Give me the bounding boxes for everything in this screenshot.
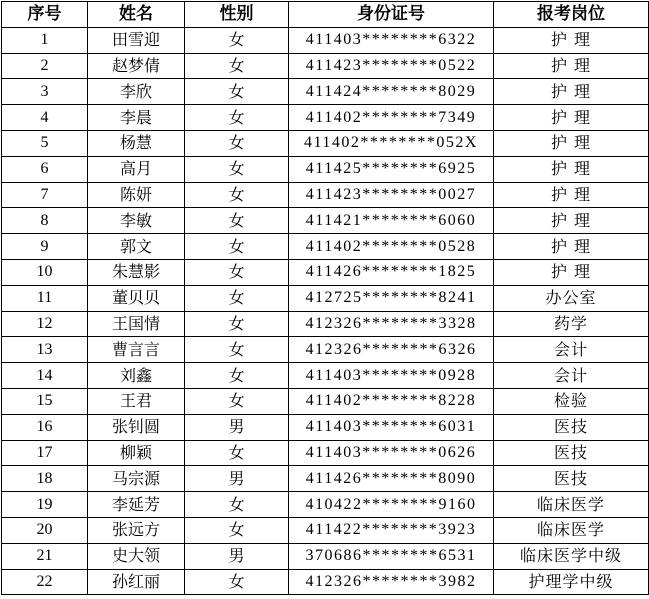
- cell-name: 赵梦倩: [88, 53, 185, 79]
- cell-gender: 女: [185, 363, 289, 389]
- cell-serial-number: 3: [2, 79, 88, 105]
- cell-gender: 女: [185, 259, 289, 285]
- cell-name: 田雪迎: [88, 27, 185, 53]
- cell-applied-position: 护 理: [494, 130, 649, 156]
- table-row: [2, 27, 649, 53]
- cell-gender: 女: [185, 388, 289, 414]
- cell-serial-number: 17: [2, 440, 88, 466]
- cell-gender: 女: [185, 208, 289, 234]
- cell-serial-number: 21: [2, 543, 88, 569]
- cell-applied-position: 药学: [494, 311, 649, 337]
- cell-serial-number: 10: [2, 259, 88, 285]
- cell-name: 王国情: [88, 311, 185, 337]
- cell-gender: 女: [185, 53, 289, 79]
- cell-id-number: 411402********052X: [289, 130, 494, 156]
- cell-serial-number: 6: [2, 156, 88, 182]
- cell-applied-position: 护 理: [494, 234, 649, 260]
- table-body: [2, 27, 649, 595]
- cell-applied-position: 护理学中级: [494, 569, 649, 595]
- cell-gender: 男: [185, 543, 289, 569]
- table-row: [2, 105, 649, 131]
- table-row: [2, 79, 649, 105]
- cell-serial-number: 7: [2, 182, 88, 208]
- cell-id-number: 411423********0522: [289, 53, 494, 79]
- cell-applied-position: 会计: [494, 337, 649, 363]
- cell-serial-number: 13: [2, 337, 88, 363]
- cell-name: 张远方: [88, 517, 185, 543]
- table-row: [2, 53, 649, 79]
- cell-id-number: 411402********8228: [289, 388, 494, 414]
- cell-name: 李敏: [88, 208, 185, 234]
- table-row: [2, 569, 649, 595]
- table-row: [2, 130, 649, 156]
- table-row: [2, 208, 649, 234]
- cell-applied-position: 办公室: [494, 285, 649, 311]
- cell-id-number: 411403********6031: [289, 414, 494, 440]
- cell-id-number: 411423********0027: [289, 182, 494, 208]
- cell-gender: 女: [185, 79, 289, 105]
- cell-gender: 女: [185, 569, 289, 595]
- table-row: [2, 414, 649, 440]
- applicant-table: [1, 1, 649, 595]
- header-row: [2, 2, 649, 28]
- cell-serial-number: 20: [2, 517, 88, 543]
- cell-id-number: 412725********8241: [289, 285, 494, 311]
- cell-name: 高月: [88, 156, 185, 182]
- cell-serial-number: 22: [2, 569, 88, 595]
- cell-gender: 女: [185, 517, 289, 543]
- cell-serial-number: 8: [2, 208, 88, 234]
- cell-id-number: 412326********3328: [289, 311, 494, 337]
- cell-serial-number: 4: [2, 105, 88, 131]
- cell-gender: 女: [185, 337, 289, 363]
- table-header: [2, 2, 649, 28]
- cell-serial-number: 11: [2, 285, 88, 311]
- cell-name: 史大领: [88, 543, 185, 569]
- cell-serial-number: 1: [2, 27, 88, 53]
- cell-applied-position: 临床医学中级: [494, 543, 649, 569]
- cell-name: 朱慧影: [88, 259, 185, 285]
- cell-name: 郭文: [88, 234, 185, 260]
- cell-gender: 女: [185, 492, 289, 518]
- cell-gender: 女: [185, 234, 289, 260]
- cell-gender: 女: [185, 285, 289, 311]
- cell-id-number: 411402********7349: [289, 105, 494, 131]
- cell-name: 孙红丽: [88, 569, 185, 595]
- cell-name: 马宗源: [88, 466, 185, 492]
- table-row: [2, 285, 649, 311]
- cell-gender: 女: [185, 311, 289, 337]
- header-name: 姓名: [88, 2, 185, 28]
- cell-serial-number: 12: [2, 311, 88, 337]
- header-serial-number: 序号: [2, 2, 88, 28]
- cell-id-number: 411402********0528: [289, 234, 494, 260]
- table-row: [2, 517, 649, 543]
- table-row: [2, 388, 649, 414]
- cell-id-number: 370686********6531: [289, 543, 494, 569]
- header-id-number: 身份证号: [289, 2, 494, 28]
- cell-gender: 女: [185, 156, 289, 182]
- table-row: [2, 466, 649, 492]
- cell-name: 曹言言: [88, 337, 185, 363]
- cell-applied-position: 会计: [494, 363, 649, 389]
- table-row: [2, 311, 649, 337]
- table-row: [2, 337, 649, 363]
- table-row: [2, 363, 649, 389]
- cell-applied-position: 检验: [494, 388, 649, 414]
- table-row: [2, 440, 649, 466]
- cell-serial-number: 9: [2, 234, 88, 260]
- cell-gender: 女: [185, 27, 289, 53]
- cell-applied-position: 医技: [494, 466, 649, 492]
- cell-id-number: 412326********3982: [289, 569, 494, 595]
- cell-id-number: 411422********3923: [289, 517, 494, 543]
- cell-serial-number: 2: [2, 53, 88, 79]
- cell-name: 柳颖: [88, 440, 185, 466]
- cell-applied-position: 护 理: [494, 53, 649, 79]
- cell-serial-number: 5: [2, 130, 88, 156]
- table-row: [2, 543, 649, 569]
- cell-gender: 男: [185, 466, 289, 492]
- cell-id-number: 411424********8029: [289, 79, 494, 105]
- cell-id-number: 412326********6326: [289, 337, 494, 363]
- cell-serial-number: 16: [2, 414, 88, 440]
- cell-applied-position: 护 理: [494, 79, 649, 105]
- cell-applied-position: 护 理: [494, 182, 649, 208]
- cell-gender: 女: [185, 440, 289, 466]
- table-row: [2, 234, 649, 260]
- cell-id-number: 411403********6322: [289, 27, 494, 53]
- table-row: [2, 156, 649, 182]
- cell-id-number: 411426********1825: [289, 259, 494, 285]
- cell-gender: 女: [185, 105, 289, 131]
- header-applied-position: 报考岗位: [494, 2, 649, 28]
- cell-name: 李延芳: [88, 492, 185, 518]
- cell-id-number: 411421********6060: [289, 208, 494, 234]
- cell-applied-position: 临床医学: [494, 492, 649, 518]
- cell-id-number: 411403********0928: [289, 363, 494, 389]
- cell-applied-position: 医技: [494, 414, 649, 440]
- cell-serial-number: 15: [2, 388, 88, 414]
- cell-gender: 男: [185, 414, 289, 440]
- cell-name: 刘鑫: [88, 363, 185, 389]
- cell-id-number: 411403********0626: [289, 440, 494, 466]
- cell-name: 王君: [88, 388, 185, 414]
- cell-serial-number: 19: [2, 492, 88, 518]
- table-row: [2, 259, 649, 285]
- cell-name: 李晨: [88, 105, 185, 131]
- table-row: [2, 492, 649, 518]
- cell-gender: 女: [185, 182, 289, 208]
- cell-applied-position: 护 理: [494, 105, 649, 131]
- header-gender: 性别: [185, 2, 289, 28]
- cell-applied-position: 临床医学: [494, 517, 649, 543]
- cell-name: 张钊圆: [88, 414, 185, 440]
- cell-name: 陈妍: [88, 182, 185, 208]
- cell-id-number: 411425********6925: [289, 156, 494, 182]
- table-row: [2, 182, 649, 208]
- cell-name: 李欣: [88, 79, 185, 105]
- cell-applied-position: 护 理: [494, 259, 649, 285]
- cell-id-number: 410422********9160: [289, 492, 494, 518]
- cell-applied-position: 护 理: [494, 208, 649, 234]
- cell-applied-position: 护 理: [494, 27, 649, 53]
- cell-name: 董贝贝: [88, 285, 185, 311]
- cell-name: 杨慧: [88, 130, 185, 156]
- cell-serial-number: 14: [2, 363, 88, 389]
- cell-gender: 女: [185, 130, 289, 156]
- cell-id-number: 411426********8090: [289, 466, 494, 492]
- cell-applied-position: 护 理: [494, 156, 649, 182]
- cell-serial-number: 18: [2, 466, 88, 492]
- cell-applied-position: 医技: [494, 440, 649, 466]
